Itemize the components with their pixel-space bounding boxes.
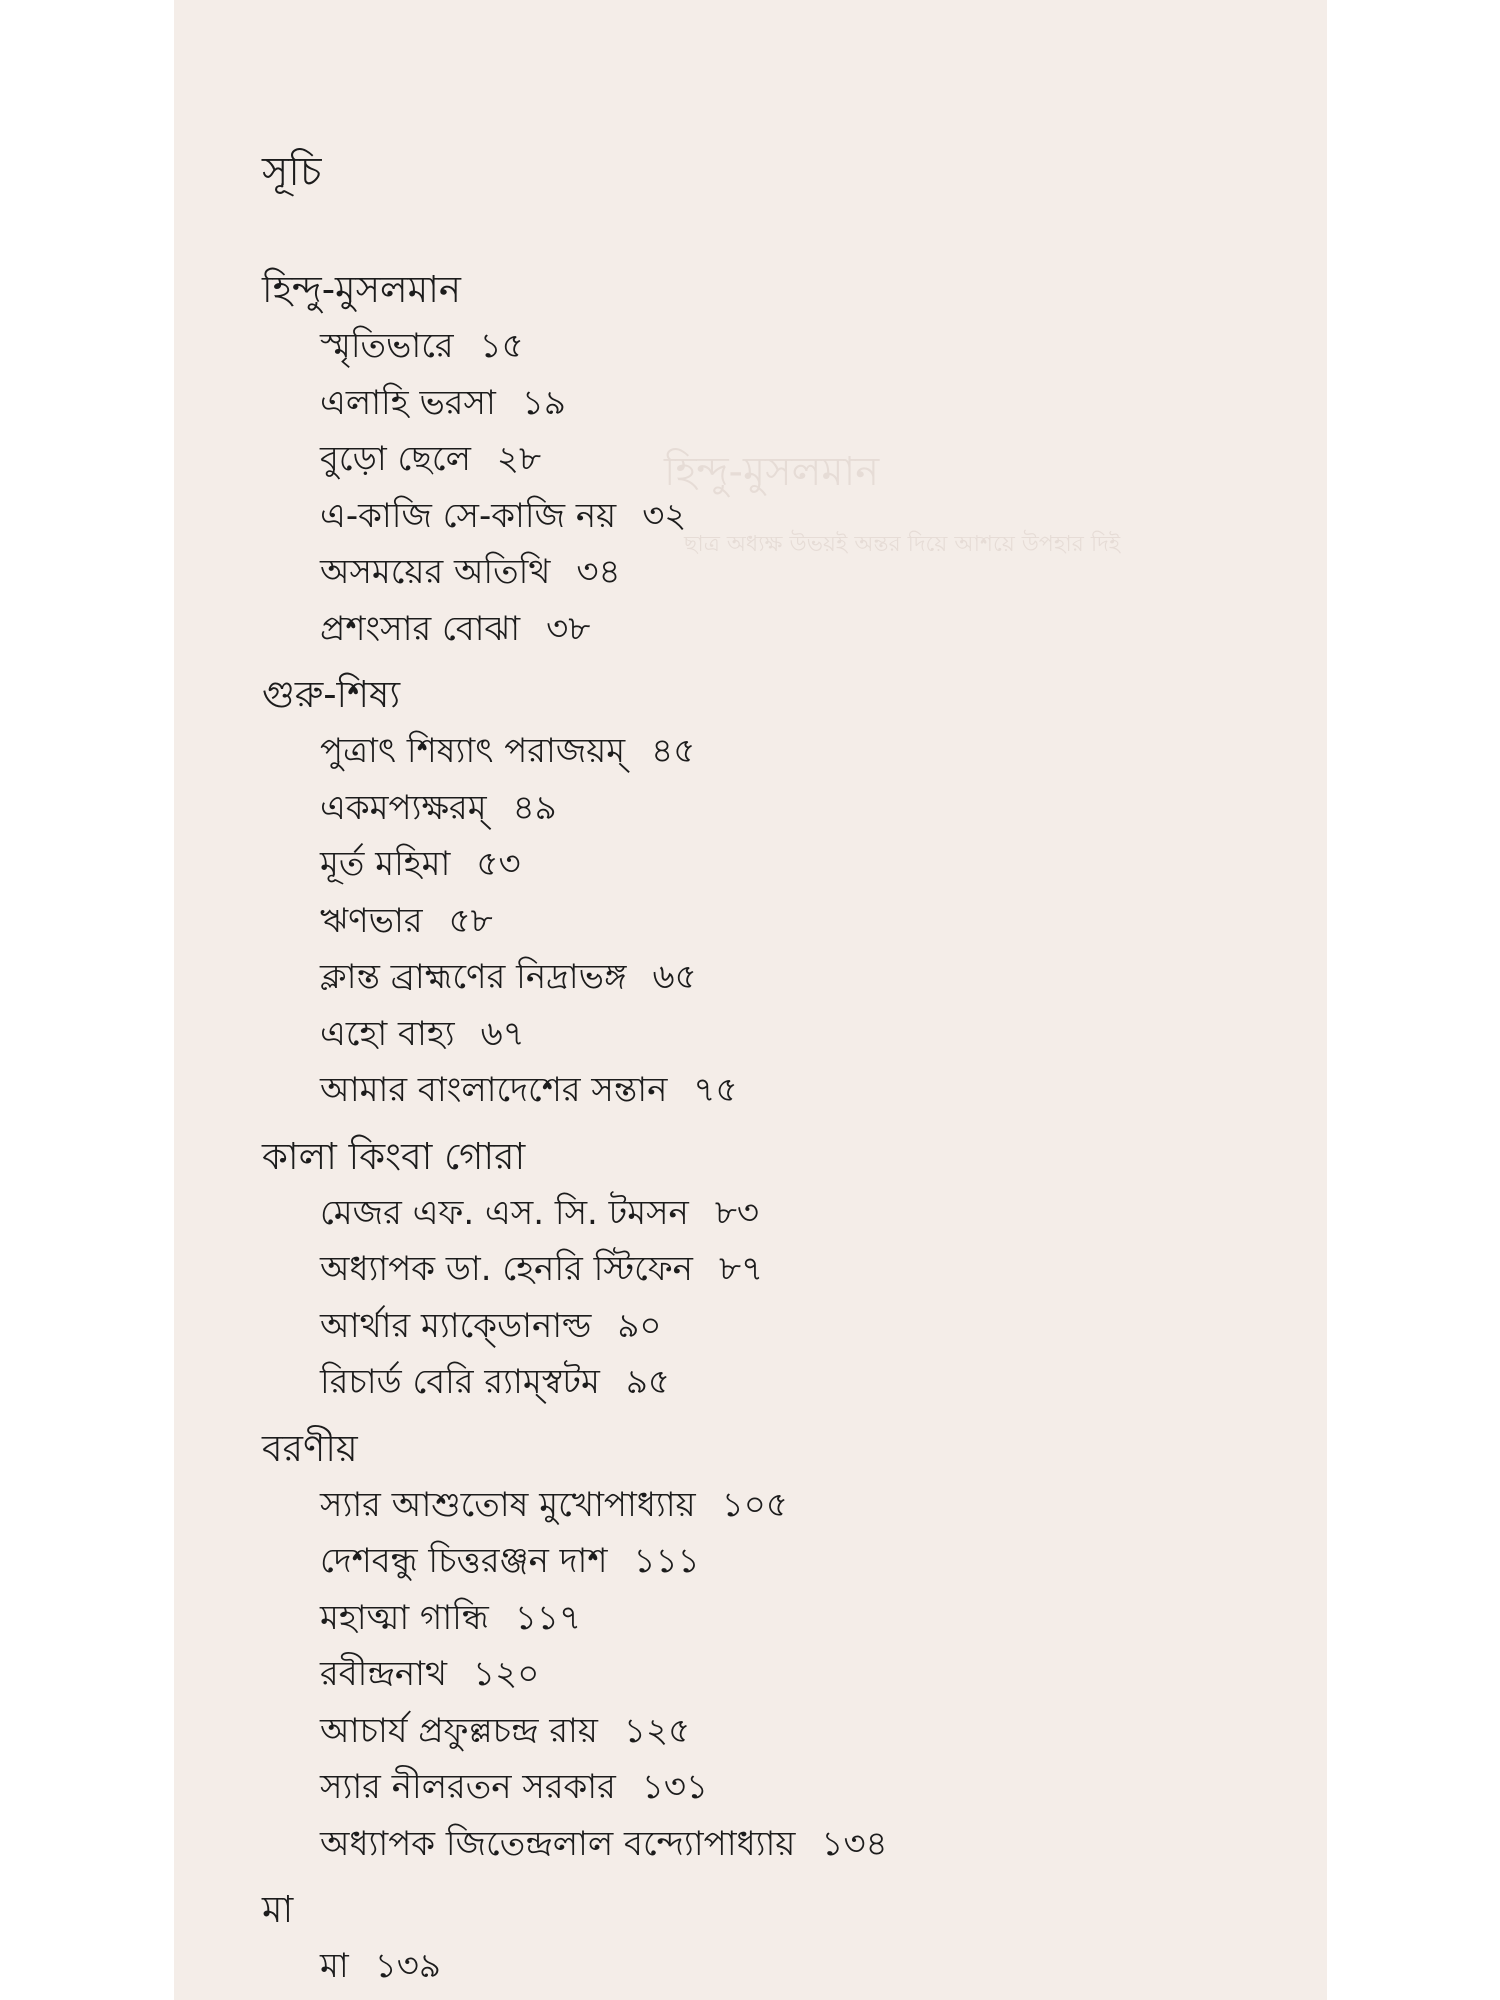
toc-entry — [262, 1533, 1262, 1590]
entry-title: পুত্রাৎ শিষ্যাৎ পরাজয়ম্ — [320, 731, 626, 771]
toc-entry — [262, 1354, 1262, 1411]
entry-page-number: ১৩৪ — [821, 1823, 888, 1864]
entry-title: প্রশংসার বোঝা — [320, 608, 521, 649]
entry-page-number: ৬৫ — [652, 957, 697, 997]
toc-entry — [262, 1006, 1262, 1063]
toc-section — [262, 1129, 1262, 1411]
entry-page-number: ১২৫ — [623, 1710, 691, 1751]
entry-title: দেশবন্ধু চিত্তরঞ্জন দাশ — [320, 1541, 608, 1581]
book-page — [174, 0, 1327, 2000]
entry-page-number: ১৫ — [479, 326, 524, 366]
entry-page-number: ৮৩ — [714, 1192, 760, 1233]
toc-section — [262, 667, 1262, 1119]
entry-page-number: ২৮ — [496, 439, 542, 479]
toc-entry-list — [262, 318, 1262, 657]
entry-page-number: ১০৫ — [721, 1484, 788, 1525]
toc-entry — [262, 1646, 1262, 1703]
toc-entry-list — [262, 723, 1262, 1119]
entry-title: ঋণভার — [320, 900, 423, 941]
toc-entry — [262, 601, 1262, 658]
entry-title: এ-কাজি সে-কাজি নয় — [320, 495, 617, 536]
toc-entry — [262, 949, 1262, 1006]
toc-entry — [262, 1062, 1262, 1119]
entry-page-number: ১২০ — [473, 1654, 540, 1694]
toc-section — [262, 262, 1262, 657]
toc-entry — [262, 431, 1262, 488]
entry-title: মূর্ত মহিমা — [320, 844, 451, 884]
section-title: কালা কিংবা গোরা — [262, 1134, 526, 1178]
entry-title: বুড়ো ছেলে — [320, 439, 471, 479]
entry-title: স্মৃতিভারে — [320, 326, 454, 366]
section-title: মা — [262, 1888, 294, 1931]
section-title: গুরু-শিষ্য — [262, 673, 401, 716]
entry-title: আর্থার ম্যাক্ডোনাল্ড — [320, 1305, 592, 1346]
toc-entry — [262, 1298, 1262, 1355]
toc-entry — [262, 1185, 1262, 1242]
entry-title: রিচার্ড বেরি র‍্যাম্স্বটম — [320, 1362, 600, 1402]
entry-title: অধ্যাপক ডা. হেনরি স্টিফেন — [320, 1249, 693, 1289]
table-of-contents — [262, 262, 1262, 1995]
toc-entry-list — [262, 1477, 1262, 1873]
section-title: বরণীয় — [262, 1426, 358, 1470]
entry-page-number: ৮৭ — [718, 1249, 764, 1289]
bleed-through-title: হিন্দু-মুসলমান — [664, 449, 880, 495]
entry-title: এলাহি ভরসা — [320, 382, 496, 423]
entry-title: এহো বাহ্য — [320, 1013, 455, 1054]
toc-entry-list — [262, 1185, 1262, 1411]
entry-page-number: ৫৩ — [476, 844, 521, 884]
entry-title: মেজর এফ. এস. সি. টমসন — [320, 1192, 689, 1233]
toc-entry — [262, 1938, 1262, 1995]
toc-entry — [262, 318, 1262, 375]
entry-page-number: ৫৮ — [448, 900, 493, 941]
entry-page-number: ৭৫ — [693, 1070, 738, 1110]
toc-section — [262, 1421, 1262, 1873]
entry-title: ক্লান্ত ব্রাহ্মণের নিদ্রাভঙ্গ — [320, 957, 627, 997]
toc-entry — [262, 780, 1262, 837]
toc-entry — [262, 1759, 1262, 1816]
entry-title: স্যার আশুতোষ মুখোপাধ্যায় — [320, 1484, 696, 1525]
entry-page-number: ১৩৯ — [374, 1946, 441, 1986]
bleed-through-subtitle: ছাত্র অধ্যক্ষ উভয়ই অন্তর দিয়ে আশয়ে উপহার দিই — [684, 532, 1121, 557]
entry-page-number: ৪৯ — [512, 787, 557, 828]
toc-entry — [262, 1703, 1262, 1760]
entry-page-number: ৯৫ — [625, 1362, 670, 1402]
entry-title: আচার্য প্রফুল্লচন্দ্র রায় — [320, 1710, 598, 1751]
toc-entry — [262, 893, 1262, 950]
entry-page-number: ৯০ — [617, 1305, 662, 1346]
page-title: সূচি — [262, 149, 322, 195]
entry-page-number: ১১৭ — [514, 1597, 582, 1638]
toc-entry — [262, 1477, 1262, 1534]
entry-page-number: ৩৪ — [576, 552, 621, 592]
toc-entry — [262, 488, 1262, 545]
entry-title: মহাত্মা গান্ধি — [320, 1597, 489, 1638]
toc-entry — [262, 375, 1262, 432]
toc-entry — [262, 1816, 1262, 1873]
toc-entry — [262, 836, 1262, 893]
entry-title: অসময়ের অতিথি — [320, 552, 551, 592]
entry-page-number: ৩৮ — [546, 608, 591, 649]
entry-page-number: ১৯ — [521, 382, 566, 423]
entry-page-number: ৩২ — [642, 495, 687, 536]
entry-page-number: ৬৭ — [480, 1013, 525, 1054]
toc-section — [262, 1882, 1262, 1995]
entry-page-number: ১১১ — [633, 1541, 700, 1581]
toc-entry-list — [262, 1938, 1262, 1995]
toc-entry — [262, 1241, 1262, 1298]
entry-page-number: ৪৫ — [651, 731, 696, 771]
toc-entry — [262, 1590, 1262, 1647]
entry-title: অধ্যাপক জিতেন্দ্রলাল বন্দ্যোপাধ্যায় — [320, 1823, 796, 1864]
entry-title: মা — [320, 1946, 349, 1986]
toc-entry — [262, 544, 1262, 601]
entry-title: রবীন্দ্রনাথ — [320, 1654, 448, 1694]
section-title: হিন্দু-মুসলমান — [262, 268, 461, 311]
entry-title: স্যার নীলরতন সরকার — [320, 1767, 616, 1807]
toc-entry — [262, 723, 1262, 780]
entry-title: আমার বাংলাদেশের সন্তান — [320, 1070, 668, 1110]
entry-title: একমপ্যক্ষরম্ — [320, 787, 487, 828]
entry-page-number: ১৩১ — [641, 1767, 709, 1807]
